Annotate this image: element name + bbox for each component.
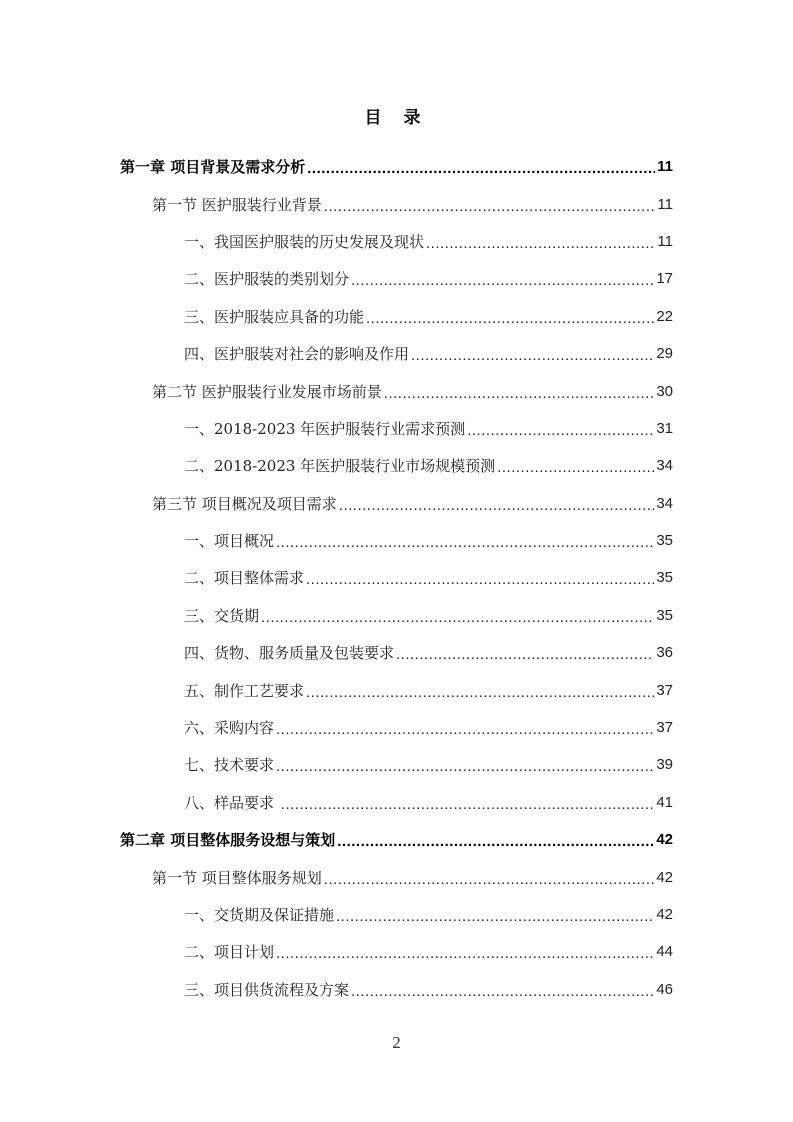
toc-entry-page: 44 xyxy=(656,943,673,961)
toc-entry-text: 二、2018-2023 年医护服装行业市场规模预测 xyxy=(184,457,496,476)
toc-entry-text: 一、2018-2023 年医护服装行业需求预测 xyxy=(184,419,466,438)
toc-entry-page: 37 xyxy=(656,719,673,737)
toc-item-entry[interactable] xyxy=(0,522,793,559)
dot-leader xyxy=(276,759,654,774)
toc-entry-text: 三、项目供货流程及方案 xyxy=(184,980,350,999)
toc-item-entry[interactable] xyxy=(0,971,793,1008)
dot-leader xyxy=(324,199,656,214)
toc-entry-text: 第二节 医护服装行业发展市场前景 xyxy=(152,382,382,401)
toc-entry-page: 46 xyxy=(656,980,673,998)
toc-entry-text: 一、我国医护服装的历史发展及现状 xyxy=(184,232,425,251)
toc-title: 目 录 xyxy=(364,108,429,128)
toc-section-entry[interactable] xyxy=(0,185,793,222)
toc-entry-text: 一、项目概况 xyxy=(184,532,275,551)
toc-entry-page: 29 xyxy=(656,345,673,363)
toc-entry-page: 35 xyxy=(656,606,673,624)
toc-entry-text: 四、医护服装对社会的影响及作用 xyxy=(184,345,410,364)
dot-leader xyxy=(411,348,654,363)
toc-entry-text: 二、项目整体需求 xyxy=(184,569,305,588)
toc-entry-text: 四、货物、服务质量及包装要求 xyxy=(184,644,395,663)
toc-entry-page: 11 xyxy=(657,195,673,213)
dot-leader xyxy=(324,872,655,887)
toc-entry-text: 三、医护服装应具备的功能 xyxy=(184,307,365,326)
dot-leader xyxy=(339,498,655,513)
toc-entry-page: 11 xyxy=(657,232,673,250)
toc-item-entry[interactable] xyxy=(0,933,793,970)
toc-entry-text: 一、交货期及保证措施 xyxy=(184,906,335,924)
toc-entry-page: 41 xyxy=(656,793,673,811)
toc-entry-page: 42 xyxy=(656,906,673,923)
dot-leader xyxy=(306,685,654,700)
dot-leader xyxy=(307,161,655,176)
toc-chapter-entry[interactable] xyxy=(0,148,793,185)
toc-entry-page: 42 xyxy=(656,868,673,886)
toc-item-entry[interactable] xyxy=(0,447,793,484)
toc-item-entry[interactable] xyxy=(0,559,793,596)
dot-leader xyxy=(337,834,654,849)
dot-leader xyxy=(467,423,654,438)
toc-item-entry[interactable] xyxy=(0,223,793,260)
dot-leader xyxy=(276,946,654,961)
toc-entry-page: 39 xyxy=(656,756,673,774)
dot-leader xyxy=(351,273,654,288)
dot-leader xyxy=(384,386,655,401)
toc-entry-text: 三、交货期 xyxy=(184,606,260,625)
toc-entry-text: 二、项目计划 xyxy=(184,943,275,962)
toc-item-entry[interactable] xyxy=(0,784,793,821)
toc-item-entry[interactable] xyxy=(0,709,793,746)
toc-section-entry[interactable] xyxy=(0,372,793,409)
toc-chapter-entry[interactable] xyxy=(0,821,793,858)
toc-entry-page: 36 xyxy=(656,644,673,662)
toc-item-entry[interactable] xyxy=(0,410,793,447)
toc-entry-text: 五、制作工艺要求 xyxy=(184,681,305,700)
toc-entry-page: 22 xyxy=(656,307,673,325)
dot-leader xyxy=(276,722,654,737)
toc-item-entry[interactable] xyxy=(0,597,793,634)
dot-leader xyxy=(281,797,655,812)
dot-leader xyxy=(497,460,654,475)
toc-entry-text: 第一章 项目背景及需求分析 xyxy=(120,158,306,177)
toc-entry-text: 六、采购内容 xyxy=(184,719,275,738)
toc-item-entry[interactable] xyxy=(0,260,793,297)
dot-leader xyxy=(366,311,654,326)
toc-entry-text: 八、样品要求 xyxy=(184,793,279,812)
dot-leader xyxy=(396,647,654,662)
toc-entry-text: 第二章 项目整体服务设想与策划 xyxy=(120,831,336,850)
dot-leader xyxy=(261,610,654,625)
dot-leader xyxy=(351,984,654,999)
toc-entry-page: 17 xyxy=(656,270,673,288)
page-number: 2 xyxy=(392,1033,401,1052)
toc-entry-page: 35 xyxy=(656,569,673,587)
dot-leader xyxy=(336,909,654,924)
toc-item-entry[interactable] xyxy=(0,634,793,671)
toc-item-entry[interactable] xyxy=(0,746,793,783)
toc-section-entry[interactable] xyxy=(0,485,793,522)
toc-item-entry[interactable] xyxy=(0,671,793,708)
dot-leader xyxy=(306,572,654,587)
toc-entry-page: 34 xyxy=(656,494,673,512)
dot-leader xyxy=(276,535,654,550)
toc-entry-text: 二、医护服装的类别划分 xyxy=(184,270,350,289)
toc-entry-page: 30 xyxy=(656,382,673,400)
toc-entry-page: 34 xyxy=(656,457,673,475)
toc-section-entry[interactable] xyxy=(0,858,793,895)
toc-entry-page: 42 xyxy=(656,831,673,849)
toc-entry-text: 第一节 项目整体服务规划 xyxy=(152,868,322,887)
toc-entry-page: 11 xyxy=(657,158,673,176)
toc-entry-text: 第三节 项目概况及项目需求 xyxy=(152,494,337,513)
dot-leader xyxy=(426,236,655,251)
toc-item-entry[interactable] xyxy=(0,896,793,933)
toc-entry-text: 七、技术要求 xyxy=(184,756,275,775)
table-of-contents xyxy=(0,148,793,1008)
toc-entry-page: 37 xyxy=(656,681,673,699)
toc-entry-page: 35 xyxy=(656,532,673,550)
toc-entry-page: 31 xyxy=(656,419,673,437)
toc-item-entry[interactable] xyxy=(0,335,793,372)
toc-entry-text: 第一节 医护服装行业背景 xyxy=(152,195,322,214)
toc-item-entry[interactable] xyxy=(0,298,793,335)
